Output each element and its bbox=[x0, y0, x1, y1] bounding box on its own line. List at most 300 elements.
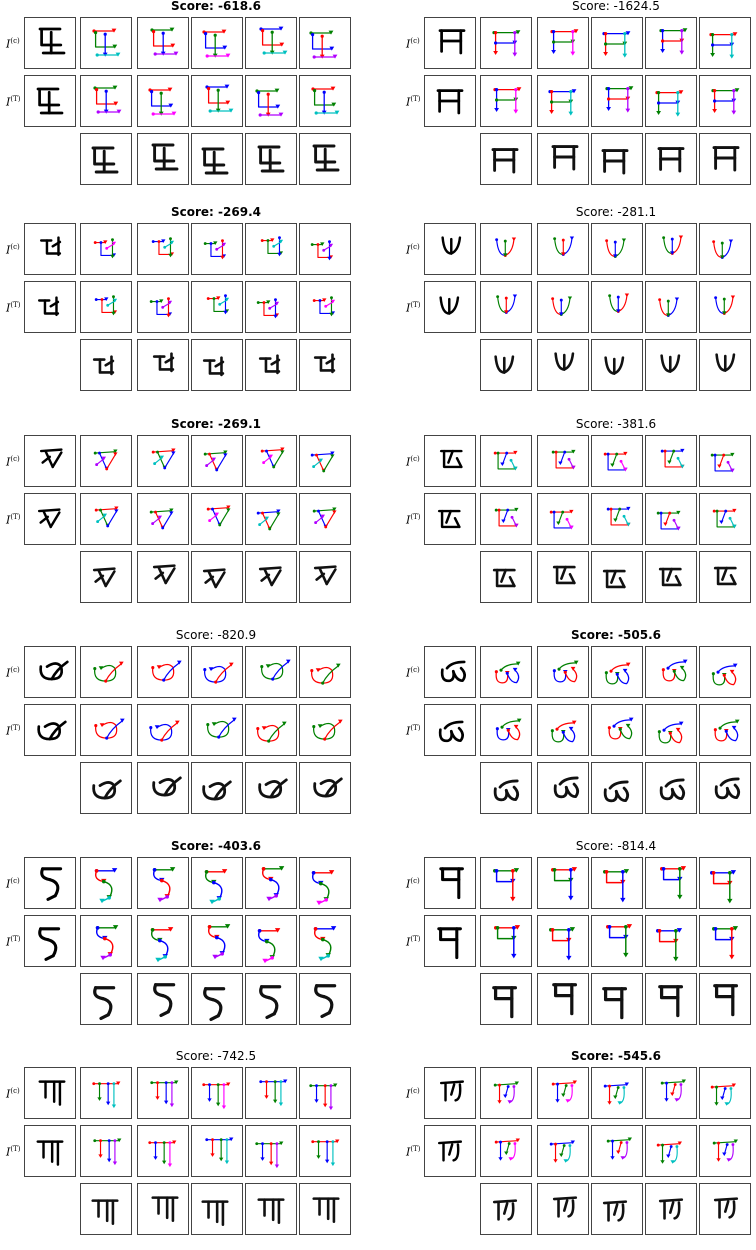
stroke-end-arrow bbox=[164, 1101, 168, 1105]
stroke-end-arrow bbox=[113, 1162, 117, 1166]
stroke-parse-sample bbox=[137, 1125, 189, 1177]
stroke-start-dot bbox=[101, 298, 104, 301]
rendered-stroke bbox=[154, 566, 174, 567]
stroke-start-dot bbox=[675, 1145, 678, 1148]
stroke-end-arrow bbox=[667, 460, 671, 464]
parse-stroke bbox=[262, 663, 283, 679]
glyph-stroke bbox=[50, 880, 58, 896]
rendered-sample bbox=[299, 551, 351, 603]
stroke-start-dot bbox=[510, 459, 513, 462]
row-label-main: I bbox=[6, 877, 11, 891]
sample-panel bbox=[2, 840, 352, 1040]
stroke-start-dot bbox=[310, 669, 313, 672]
stroke-start-dot bbox=[660, 512, 663, 515]
stroke-parse-sample bbox=[245, 75, 297, 127]
stroke-parse-sample bbox=[480, 857, 532, 909]
stroke-end-arrow bbox=[260, 1157, 264, 1161]
stroke-start-dot bbox=[668, 512, 671, 515]
rendered-sample bbox=[537, 133, 589, 185]
stroke-parse-sample bbox=[191, 17, 243, 69]
stroke-end-arrow bbox=[331, 1163, 335, 1167]
rendered-sample bbox=[137, 1183, 189, 1235]
rendered-stroke bbox=[506, 787, 517, 799]
rendered-stroke bbox=[94, 569, 114, 570]
stroke-parse-sample bbox=[80, 1067, 132, 1119]
stroke-end-arrow bbox=[731, 295, 735, 299]
row-label-superscript: (c) bbox=[10, 243, 20, 251]
rendered-sample bbox=[480, 339, 532, 391]
stroke-start-dot bbox=[314, 927, 318, 931]
stroke-start-dot bbox=[714, 927, 718, 931]
parse-stroke bbox=[568, 1086, 573, 1102]
stroke-parse-sample bbox=[80, 223, 132, 275]
stroke-start-dot bbox=[105, 247, 108, 250]
stroke-parse-sample bbox=[645, 857, 697, 909]
parse-stroke bbox=[499, 510, 516, 526]
rendered-sample bbox=[480, 551, 532, 603]
rendered-stroke bbox=[272, 571, 281, 585]
stroke-start-dot bbox=[619, 728, 622, 731]
sample-panel bbox=[402, 629, 752, 829]
target-image bbox=[24, 1125, 76, 1177]
rendered-sample bbox=[245, 973, 297, 1025]
stroke-start-dot bbox=[321, 938, 325, 942]
stroke-start-dot bbox=[716, 510, 719, 513]
stroke-start-dot bbox=[270, 956, 274, 960]
parse-stroke bbox=[510, 1087, 515, 1103]
glyph-stroke bbox=[440, 730, 452, 741]
stroke-end-arrow bbox=[493, 51, 498, 55]
rendered-sample bbox=[537, 551, 589, 603]
rendered-sample bbox=[537, 1183, 589, 1235]
row-label-superscript: (T) bbox=[410, 301, 421, 309]
parse-stroke bbox=[108, 512, 117, 526]
stroke-start-dot bbox=[550, 100, 553, 103]
stroke-start-dot bbox=[555, 728, 558, 731]
stroke-parse-sample bbox=[480, 223, 532, 275]
stroke-start-dot bbox=[263, 51, 266, 54]
row-label-superscript: (c) bbox=[410, 243, 420, 251]
stroke-start-dot bbox=[496, 727, 499, 730]
stroke-start-dot bbox=[275, 1142, 278, 1145]
stroke-start-dot bbox=[721, 242, 724, 245]
stroke-end-arrow bbox=[620, 898, 625, 903]
stroke-end-arrow bbox=[675, 113, 680, 117]
stroke-start-dot bbox=[607, 97, 610, 100]
stroke-end-arrow bbox=[570, 52, 575, 56]
stroke-parse-sample bbox=[480, 915, 532, 967]
stroke-start-dot bbox=[217, 897, 221, 901]
stroke-parse-sample bbox=[699, 1067, 751, 1119]
stroke-start-dot bbox=[152, 30, 155, 33]
stroke-end-arrow bbox=[329, 1107, 333, 1111]
stroke-start-dot bbox=[680, 29, 683, 32]
glyph-stroke bbox=[451, 238, 460, 254]
parse-stroke bbox=[660, 931, 676, 942]
parse-stroke bbox=[610, 296, 619, 312]
stroke-end-arrow bbox=[729, 55, 734, 59]
stroke-start-dot bbox=[94, 724, 97, 727]
parse-stroke bbox=[314, 723, 335, 739]
stroke-start-dot bbox=[324, 305, 327, 308]
stroke-start-dot bbox=[724, 510, 727, 513]
stroke-start-dot bbox=[158, 240, 161, 243]
rendered-sample bbox=[699, 133, 751, 185]
rendered-sample bbox=[591, 1183, 643, 1235]
row-label-superscript: (T) bbox=[410, 95, 421, 103]
row-label-superscript: (c) bbox=[10, 1087, 20, 1095]
glyph-stroke bbox=[443, 869, 459, 880]
parse-stroke bbox=[729, 1145, 734, 1161]
stroke-start-dot bbox=[105, 90, 108, 93]
stroke-start-dot bbox=[261, 29, 264, 32]
stroke-start-dot bbox=[324, 898, 328, 902]
stroke-start-dot bbox=[730, 927, 734, 931]
rendered-sample bbox=[299, 762, 351, 814]
stroke-parse-sample bbox=[80, 435, 132, 487]
rendered-sample bbox=[137, 551, 189, 603]
stroke-start-dot bbox=[712, 871, 716, 875]
stroke-start-dot bbox=[678, 867, 682, 871]
rendered-stroke bbox=[267, 1014, 274, 1018]
stroke-start-dot bbox=[713, 89, 716, 92]
stroke-end-arrow bbox=[511, 954, 516, 959]
stroke-end-arrow bbox=[670, 1092, 674, 1096]
stroke-end-arrow bbox=[566, 956, 571, 961]
stroke-parse-sample bbox=[80, 75, 132, 127]
parse-stroke bbox=[554, 512, 571, 528]
glyph-stroke bbox=[449, 1145, 452, 1155]
row-label-superscript: (T) bbox=[10, 301, 21, 309]
stroke-parse-sample bbox=[699, 435, 751, 487]
stroke-start-dot bbox=[169, 237, 172, 240]
stroke-start-dot bbox=[314, 521, 317, 524]
score-title: Score: -545.6 bbox=[571, 1049, 661, 1063]
stroke-parse-sample bbox=[537, 1067, 589, 1119]
stroke-end-arrow bbox=[332, 510, 336, 514]
target-image bbox=[24, 704, 76, 756]
stroke-start-dot bbox=[666, 667, 669, 670]
stroke-start-dot bbox=[607, 1140, 610, 1143]
stroke-start-dot bbox=[208, 1083, 211, 1086]
row-label-main: I bbox=[406, 935, 411, 949]
stroke-start-dot bbox=[676, 91, 679, 94]
stroke-start-dot bbox=[319, 299, 322, 302]
context-image bbox=[24, 857, 76, 909]
stroke-end-arrow bbox=[155, 1096, 159, 1100]
stroke-start-dot bbox=[662, 867, 666, 871]
stroke-start-dot bbox=[506, 672, 509, 675]
stroke-start-dot bbox=[550, 511, 553, 514]
stroke-start-dot bbox=[211, 508, 214, 511]
parse-stroke bbox=[553, 299, 562, 315]
parse-stroke bbox=[722, 242, 731, 258]
stroke-parse-sample bbox=[137, 75, 189, 127]
row-label-main: I bbox=[6, 666, 11, 680]
stroke-start-dot bbox=[731, 1143, 734, 1146]
glyph-stroke bbox=[451, 728, 462, 740]
stroke-start-dot bbox=[257, 301, 260, 304]
glyph-stroke bbox=[51, 513, 60, 527]
stroke-start-dot bbox=[570, 1084, 573, 1087]
rendered-sample bbox=[191, 762, 243, 814]
row-label-superscript: (c) bbox=[410, 877, 420, 885]
rendered-sample bbox=[191, 133, 243, 185]
stroke-parse-sample bbox=[137, 1067, 189, 1119]
row-label-superscript: (T) bbox=[10, 513, 21, 521]
row-label-superscript: (T) bbox=[410, 724, 421, 732]
stroke-start-dot bbox=[106, 304, 109, 307]
stroke-start-dot bbox=[207, 508, 210, 511]
stroke-start-dot bbox=[215, 248, 218, 251]
stroke-end-arrow bbox=[568, 896, 573, 901]
stroke-start-dot bbox=[608, 726, 611, 729]
stroke-parse-sample bbox=[645, 281, 697, 333]
stroke-start-dot bbox=[551, 297, 554, 300]
stroke-parse-sample bbox=[591, 646, 643, 698]
context-image bbox=[424, 17, 476, 69]
stroke-start-dot bbox=[262, 867, 266, 871]
stroke-end-arrow bbox=[226, 508, 230, 512]
score-title: Score: -403.6 bbox=[171, 839, 261, 853]
score-title: Score: -742.5 bbox=[175, 1049, 257, 1063]
rendered-sample bbox=[191, 1183, 243, 1235]
stroke-start-dot bbox=[724, 1087, 727, 1090]
stroke-start-dot bbox=[494, 41, 497, 44]
parse-stroke bbox=[556, 452, 573, 468]
stroke-start-dot bbox=[553, 669, 556, 672]
stroke-parse-sample bbox=[299, 857, 351, 909]
stroke-end-arrow bbox=[731, 111, 736, 115]
rendered-stroke bbox=[327, 570, 336, 584]
stroke-start-dot bbox=[605, 671, 608, 674]
stroke-start-dot bbox=[604, 32, 607, 35]
rendered-sample bbox=[80, 762, 132, 814]
stroke-start-dot bbox=[214, 681, 217, 684]
stroke-start-dot bbox=[97, 110, 100, 113]
score-title: Score: -269.4 bbox=[171, 205, 261, 219]
sample-panel bbox=[2, 206, 352, 406]
glyph-stroke bbox=[446, 511, 450, 523]
stroke-parse-sample bbox=[591, 223, 643, 275]
stroke-start-dot bbox=[615, 453, 618, 456]
stroke-start-dot bbox=[209, 109, 212, 112]
row-label-main: I bbox=[6, 37, 11, 51]
stroke-start-dot bbox=[324, 525, 327, 528]
parse-stroke bbox=[716, 298, 725, 314]
stroke-parse-sample bbox=[591, 915, 643, 967]
stroke-end-arrow bbox=[168, 1164, 172, 1168]
row-label-superscript: (T) bbox=[410, 1145, 421, 1153]
stroke-end-arrow bbox=[570, 236, 574, 240]
stroke-start-dot bbox=[711, 1086, 714, 1089]
stroke-start-dot bbox=[495, 670, 498, 673]
stroke-start-dot bbox=[507, 729, 510, 732]
rendered-stroke bbox=[722, 568, 726, 580]
stroke-end-arrow bbox=[494, 108, 499, 112]
rendered-stroke bbox=[725, 1202, 728, 1212]
target-image bbox=[24, 915, 76, 967]
stroke-start-dot bbox=[711, 454, 714, 457]
stroke-end-arrow bbox=[501, 519, 505, 523]
target-image bbox=[424, 493, 476, 545]
row-label-superscript: (T) bbox=[10, 724, 21, 732]
stroke-start-dot bbox=[102, 880, 106, 884]
stroke-end-arrow bbox=[276, 512, 280, 516]
stroke-end-arrow bbox=[314, 1099, 318, 1103]
target-image bbox=[24, 75, 76, 127]
row-label-main: I bbox=[406, 1087, 411, 1101]
parse-stroke bbox=[717, 511, 734, 527]
stroke-start-dot bbox=[210, 242, 213, 245]
stroke-start-dot bbox=[213, 297, 216, 300]
stroke-end-arrow bbox=[555, 1099, 559, 1103]
stroke-start-dot bbox=[311, 1140, 314, 1143]
stroke-start-dot bbox=[312, 465, 315, 468]
stroke-start-dot bbox=[215, 936, 219, 940]
stroke-start-dot bbox=[661, 29, 664, 32]
stroke-start-dot bbox=[507, 1085, 510, 1088]
rendered-sample bbox=[80, 551, 132, 603]
stroke-start-dot bbox=[271, 31, 274, 34]
stroke-start-dot bbox=[657, 512, 660, 515]
stroke-start-dot bbox=[512, 926, 516, 930]
stroke-start-dot bbox=[93, 1139, 96, 1142]
stroke-start-dot bbox=[727, 461, 730, 464]
stroke-start-dot bbox=[207, 297, 210, 300]
parse-stroke bbox=[618, 296, 627, 312]
row-label-main: I bbox=[6, 1087, 11, 1101]
stroke-parse-sample bbox=[137, 704, 189, 756]
target-image bbox=[424, 1125, 476, 1177]
stroke-parse-sample bbox=[645, 493, 697, 545]
stroke-end-arrow bbox=[170, 1104, 174, 1108]
stroke-start-dot bbox=[259, 113, 262, 116]
stroke-parse-sample bbox=[591, 281, 643, 333]
stroke-parse-sample bbox=[537, 435, 589, 487]
rendered-sample bbox=[245, 551, 297, 603]
parse-stroke bbox=[620, 1088, 625, 1104]
stroke-start-dot bbox=[215, 468, 218, 471]
parse-stroke bbox=[165, 454, 174, 468]
stroke-parse-sample bbox=[591, 1067, 643, 1119]
stroke-end-arrow bbox=[712, 109, 717, 113]
stroke-end-arrow bbox=[225, 1161, 229, 1165]
row-label-main: I bbox=[6, 243, 11, 257]
rendered-sample bbox=[299, 339, 351, 391]
stroke-start-dot bbox=[151, 666, 154, 669]
stroke-start-dot bbox=[220, 1138, 223, 1141]
stroke-start-dot bbox=[554, 1143, 557, 1146]
stroke-start-dot bbox=[261, 1142, 264, 1145]
score-title: Score: -269.1 bbox=[171, 417, 261, 431]
parse-stroke bbox=[326, 513, 335, 527]
stroke-start-dot bbox=[330, 296, 333, 299]
stroke-parse-sample bbox=[299, 1125, 351, 1177]
stroke-parse-sample bbox=[245, 1067, 297, 1119]
rendered-sample bbox=[591, 551, 643, 603]
stroke-start-dot bbox=[92, 1082, 95, 1085]
stroke-parse-sample bbox=[591, 435, 643, 487]
stroke-parse-sample bbox=[137, 17, 189, 69]
parse-stroke bbox=[607, 241, 616, 257]
parse-stroke bbox=[563, 729, 574, 741]
rendered-stroke bbox=[322, 1013, 329, 1017]
context-image bbox=[424, 1067, 476, 1119]
stroke-start-dot bbox=[112, 1082, 115, 1085]
stroke-parse-sample bbox=[645, 915, 697, 967]
stroke-parse-sample bbox=[137, 493, 189, 545]
stroke-start-dot bbox=[329, 1084, 332, 1087]
stroke-start-dot bbox=[658, 298, 661, 301]
stroke-start-dot bbox=[313, 299, 316, 302]
stroke-start-dot bbox=[272, 465, 275, 468]
stroke-start-dot bbox=[725, 730, 728, 733]
glyph-stroke bbox=[42, 869, 50, 880]
stroke-start-dot bbox=[664, 450, 667, 453]
stroke-start-dot bbox=[496, 926, 500, 930]
glyph-stroke bbox=[455, 518, 459, 527]
score-title: Score: -281.1 bbox=[575, 205, 657, 219]
row-label-main: I bbox=[6, 455, 11, 469]
context-image bbox=[24, 17, 76, 69]
stroke-start-dot bbox=[671, 238, 674, 241]
stroke-start-dot bbox=[93, 667, 96, 670]
stroke-parse-sample bbox=[699, 281, 751, 333]
stroke-end-arrow bbox=[498, 1157, 502, 1161]
rendered-sample bbox=[645, 133, 697, 185]
stroke-start-dot bbox=[163, 466, 166, 469]
row-label-main: I bbox=[406, 455, 411, 469]
row-label-main: I bbox=[406, 513, 411, 527]
stroke-start-dot bbox=[612, 725, 615, 728]
rendered-sample bbox=[191, 973, 243, 1025]
stroke-start-dot bbox=[722, 454, 725, 457]
stroke-start-dot bbox=[661, 1082, 664, 1085]
stroke-start-dot bbox=[563, 451, 566, 454]
stroke-start-dot bbox=[94, 241, 97, 244]
stroke-parse-sample bbox=[299, 646, 351, 698]
stroke-start-dot bbox=[617, 296, 620, 299]
stroke-parse-sample bbox=[137, 281, 189, 333]
stroke-parse-sample bbox=[537, 1125, 589, 1177]
row-label-main: I bbox=[406, 666, 411, 680]
stroke-end-arrow bbox=[656, 111, 661, 115]
stroke-parse-sample bbox=[699, 223, 751, 275]
row-label-main: I bbox=[406, 1145, 411, 1159]
stroke-end-arrow bbox=[264, 1095, 268, 1099]
rendered-sample bbox=[191, 339, 243, 391]
parse-stroke bbox=[258, 725, 279, 741]
sample-panel bbox=[402, 0, 752, 200]
stroke-start-dot bbox=[499, 669, 502, 672]
rendered-stroke bbox=[619, 1205, 624, 1221]
rendered-stroke bbox=[324, 997, 332, 1013]
rendered-stroke bbox=[510, 577, 514, 586]
stroke-start-dot bbox=[313, 89, 316, 92]
rendered-sample bbox=[591, 762, 643, 814]
stroke-start-dot bbox=[512, 1085, 515, 1088]
stroke-parse-sample bbox=[299, 493, 351, 545]
glyph-stroke bbox=[443, 238, 452, 254]
parse-stroke bbox=[163, 514, 172, 528]
stroke-start-dot bbox=[711, 43, 714, 46]
stroke-end-arrow bbox=[679, 51, 684, 55]
rendered-sample bbox=[299, 133, 351, 185]
stroke-start-dot bbox=[506, 509, 509, 512]
row-label-superscript: (c) bbox=[410, 37, 420, 45]
stroke-parse-sample bbox=[591, 493, 643, 545]
